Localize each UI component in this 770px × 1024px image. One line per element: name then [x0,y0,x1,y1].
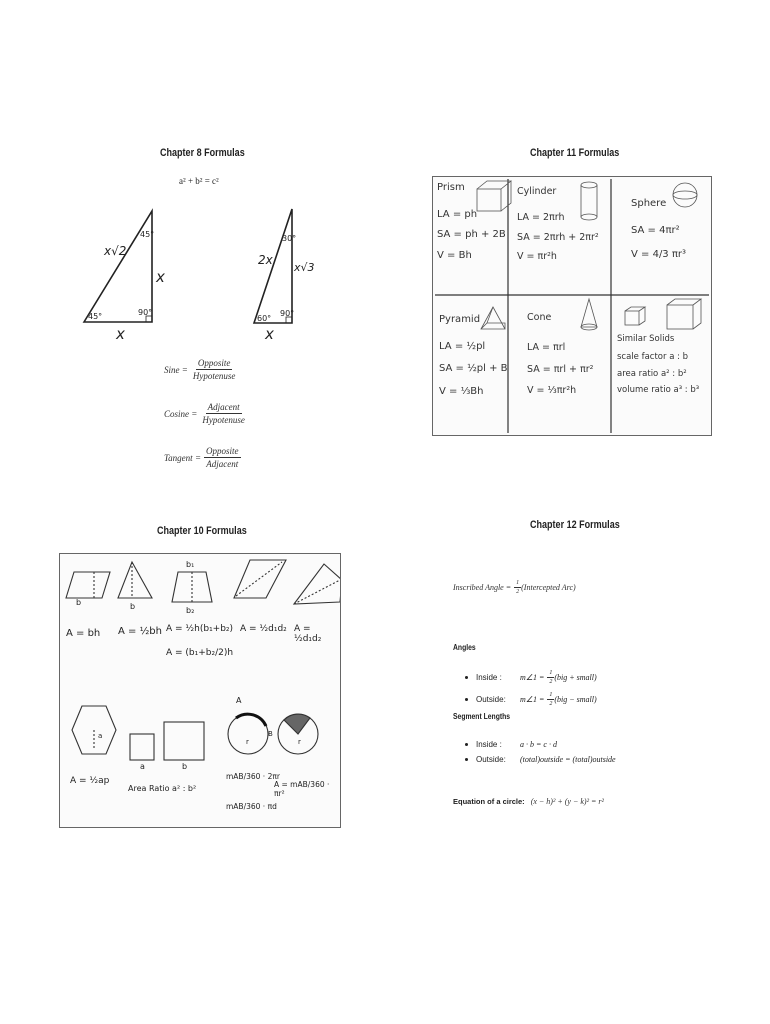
label-large-square-b: b [182,762,188,771]
large-square-shape [164,722,204,760]
formula-arc-length-2: mAB/360 · πd [226,802,277,811]
tangent-name: Tangent [164,452,193,463]
tangent-formula: Tangent = $\frac{\text{Opposite}}{\text{Adjacent}}$ [164,446,239,469]
angles-label: Angles [453,643,476,652]
chapter-11-title: Chapter 11 Formulas [530,147,620,159]
angle-outside-rhs: (big − small) [554,695,597,704]
cone-sa: SA = πrl + πr² [527,363,594,375]
tri1-angle-right: 90° [138,308,153,317]
similar-volume: volume ratio a³ : b³ [617,384,700,395]
chapter-12-title: Chapter 12 Formulas [530,519,620,531]
tangent-den: Adjacent [206,459,239,469]
sphere-v: V = 4/3 πr³ [631,249,686,260]
cylinder-name: Cylinder [517,186,557,197]
circle-equation-label: Equation of a circle: [453,797,525,806]
chapter-8-title: Chapter 8 Formulas [160,147,245,159]
angle-outside-den: 2 [549,701,553,707]
tri2-angle-left: 60° [257,314,272,323]
cylinder-sa: SA = 2πrh + 2πr² [517,231,599,243]
inscribed-lhs: Inscribed Angle = [453,583,512,592]
cone-cell [527,311,593,398]
prism-cell [437,181,506,263]
formula-trapezoid-2: A = (b₁+b₂/2)h [166,648,234,658]
formula-rhombus: A = ½d₁d₂ [240,624,287,634]
sphere-cell [631,197,686,263]
label-trapezoid-b1: b₁ [186,560,195,569]
tri2-angle-right: 90° [280,309,295,318]
formula-arc-length-1: mAB/360 · 2πr [226,772,280,781]
cone-name: Cone [527,312,552,323]
formula-sector-area: A = mAB/360 · πr² [274,780,330,798]
chapter-10-title: Chapter 10 Formulas [157,525,247,537]
cosine-den: Hypotenuse [202,415,245,425]
tri2-angle-top: 30° [282,234,297,243]
small-square-shape [130,734,154,760]
tangent-num: Opposite [206,446,239,456]
parallelogram-shape [66,572,110,598]
segment-lengths-label: Segment Lengths [453,712,511,721]
prism-sa: SA = ph + 2B [437,229,506,240]
label-triangle-b: b [130,602,136,611]
cylinder-cell [517,185,599,264]
tri1-angle-top: 45° [140,230,155,239]
tri2-base-label: x [265,325,274,343]
angle-inside-lhs: m∠1 = [520,673,545,682]
bullet-icon [465,676,468,679]
label-trapezoid-b2: b₂ [186,606,195,615]
tri1-base-label: x [116,325,125,343]
label-arc-B: B [268,730,273,738]
prism-la: LA = ph [437,208,478,220]
formula-parallelogram: A = bh [66,628,101,639]
pyramid-v: V = ⅓Bh [439,385,484,397]
rhombus-shape [234,560,286,598]
circle-equation-row [453,797,604,806]
label-parallelogram-b: b [76,598,82,607]
cylinder-v: V = πr²h [517,251,557,263]
tri2-leg-label: x√3 [294,261,315,274]
tri1-angle-left: 45° [88,312,103,321]
label-small-square-a: a [140,762,145,771]
segment-inside-item [465,740,557,749]
pyramid-sa: SA = ½pl + B [439,363,508,374]
formula-triangle: A = ½bh [118,626,162,637]
formula-trapezoid-1: A = ½h(b₁+b₂) [166,624,234,634]
segment-outside-formula: (total)outside = (total)outside [520,755,616,764]
angle-inside-item [465,670,597,685]
segment-inside-formula: a · b = c · d [520,740,557,749]
bullet-icon [465,698,468,701]
bullet-icon [465,743,468,746]
sine-name: Sine [164,364,180,375]
segment-outside-item [465,755,616,764]
tri1-leg-label: x [156,268,165,286]
inscribed-num: 1 [516,580,520,586]
angle-inside-label: Inside : [476,673,502,682]
pyramid-la: LA = ½pl [439,340,486,352]
similar-area: area ratio a² : b² [617,368,687,379]
tri1-hyp-label: x√2 [104,244,127,258]
formula-area-ratio: Area Ratio a² : b² [128,784,197,793]
formula-regular-polygon: A = ½ap [70,776,110,786]
sphere-sa: SA = 4πr² [631,224,680,236]
angle-inside-num: 1 [549,670,553,676]
label-arc-A: A [236,696,242,705]
pythagorean-formula: a² + b² = c² [179,176,219,186]
label-hexagon-a: a [98,732,103,740]
sine-formula: Sine = $\frac{\text{Opposite}}{\text{Hypotenuse}}$ [164,358,236,381]
label-sector-r: r [298,738,301,746]
cosine-num: Adjacent [207,402,240,412]
angle-inside-den: 2 [549,679,553,685]
label-arc-r: r [246,738,249,746]
cylinder-la: LA = 2πrh [517,211,565,223]
sine-num: Opposite [197,358,231,368]
tri2-hyp-label: 2x [258,253,273,267]
segment-inside-label: Inside : [476,740,502,749]
cosine-formula: Cosine = $\frac{\text{Adjacent}}{\text{Hypotenuse}}$ [164,402,245,425]
segment-outside-label: Outside: [476,755,506,764]
pyramid-cell [439,313,508,399]
inscribed-rhs: (Intercepted Arc) [521,583,576,592]
angle-outside-item [465,692,597,707]
similar-name: Similar Solids [617,334,675,344]
sine-den: Hypotenuse [192,371,236,381]
inscribed-den: 2 [516,589,520,595]
cone-la: LA = πrl [527,341,566,353]
similar-solids-sketch [625,299,701,329]
sphere-name: Sphere [631,198,667,209]
triangle-shape [118,562,152,598]
angle-outside-lhs: m∠1 = [520,695,545,704]
formula-kite: A = ½d₁d₂ [294,624,322,644]
pyramid-name: Pyramid [439,314,481,325]
prism-name: Prism [437,182,465,193]
angle-outside-label: Outside: [476,695,506,704]
circle-equation-formula: (x − h)² + (y − k)² = r² [530,797,604,806]
angle-inside-rhs: (big + small) [554,673,597,682]
bullet-icon [465,758,468,761]
cosine-name: Cosine [164,408,190,419]
inscribed-angle-formula [453,580,576,595]
chapter-11-panel [432,176,712,436]
prism-v: V = Bh [437,249,472,261]
kite-shape [294,564,340,604]
similar-scale: scale factor a : b [617,352,689,363]
angle-outside-num: 1 [549,692,553,698]
similar-solids-cell [617,333,699,396]
chapter-10-panel [59,553,341,828]
cone-v: V = ⅓πr²h [527,385,577,397]
